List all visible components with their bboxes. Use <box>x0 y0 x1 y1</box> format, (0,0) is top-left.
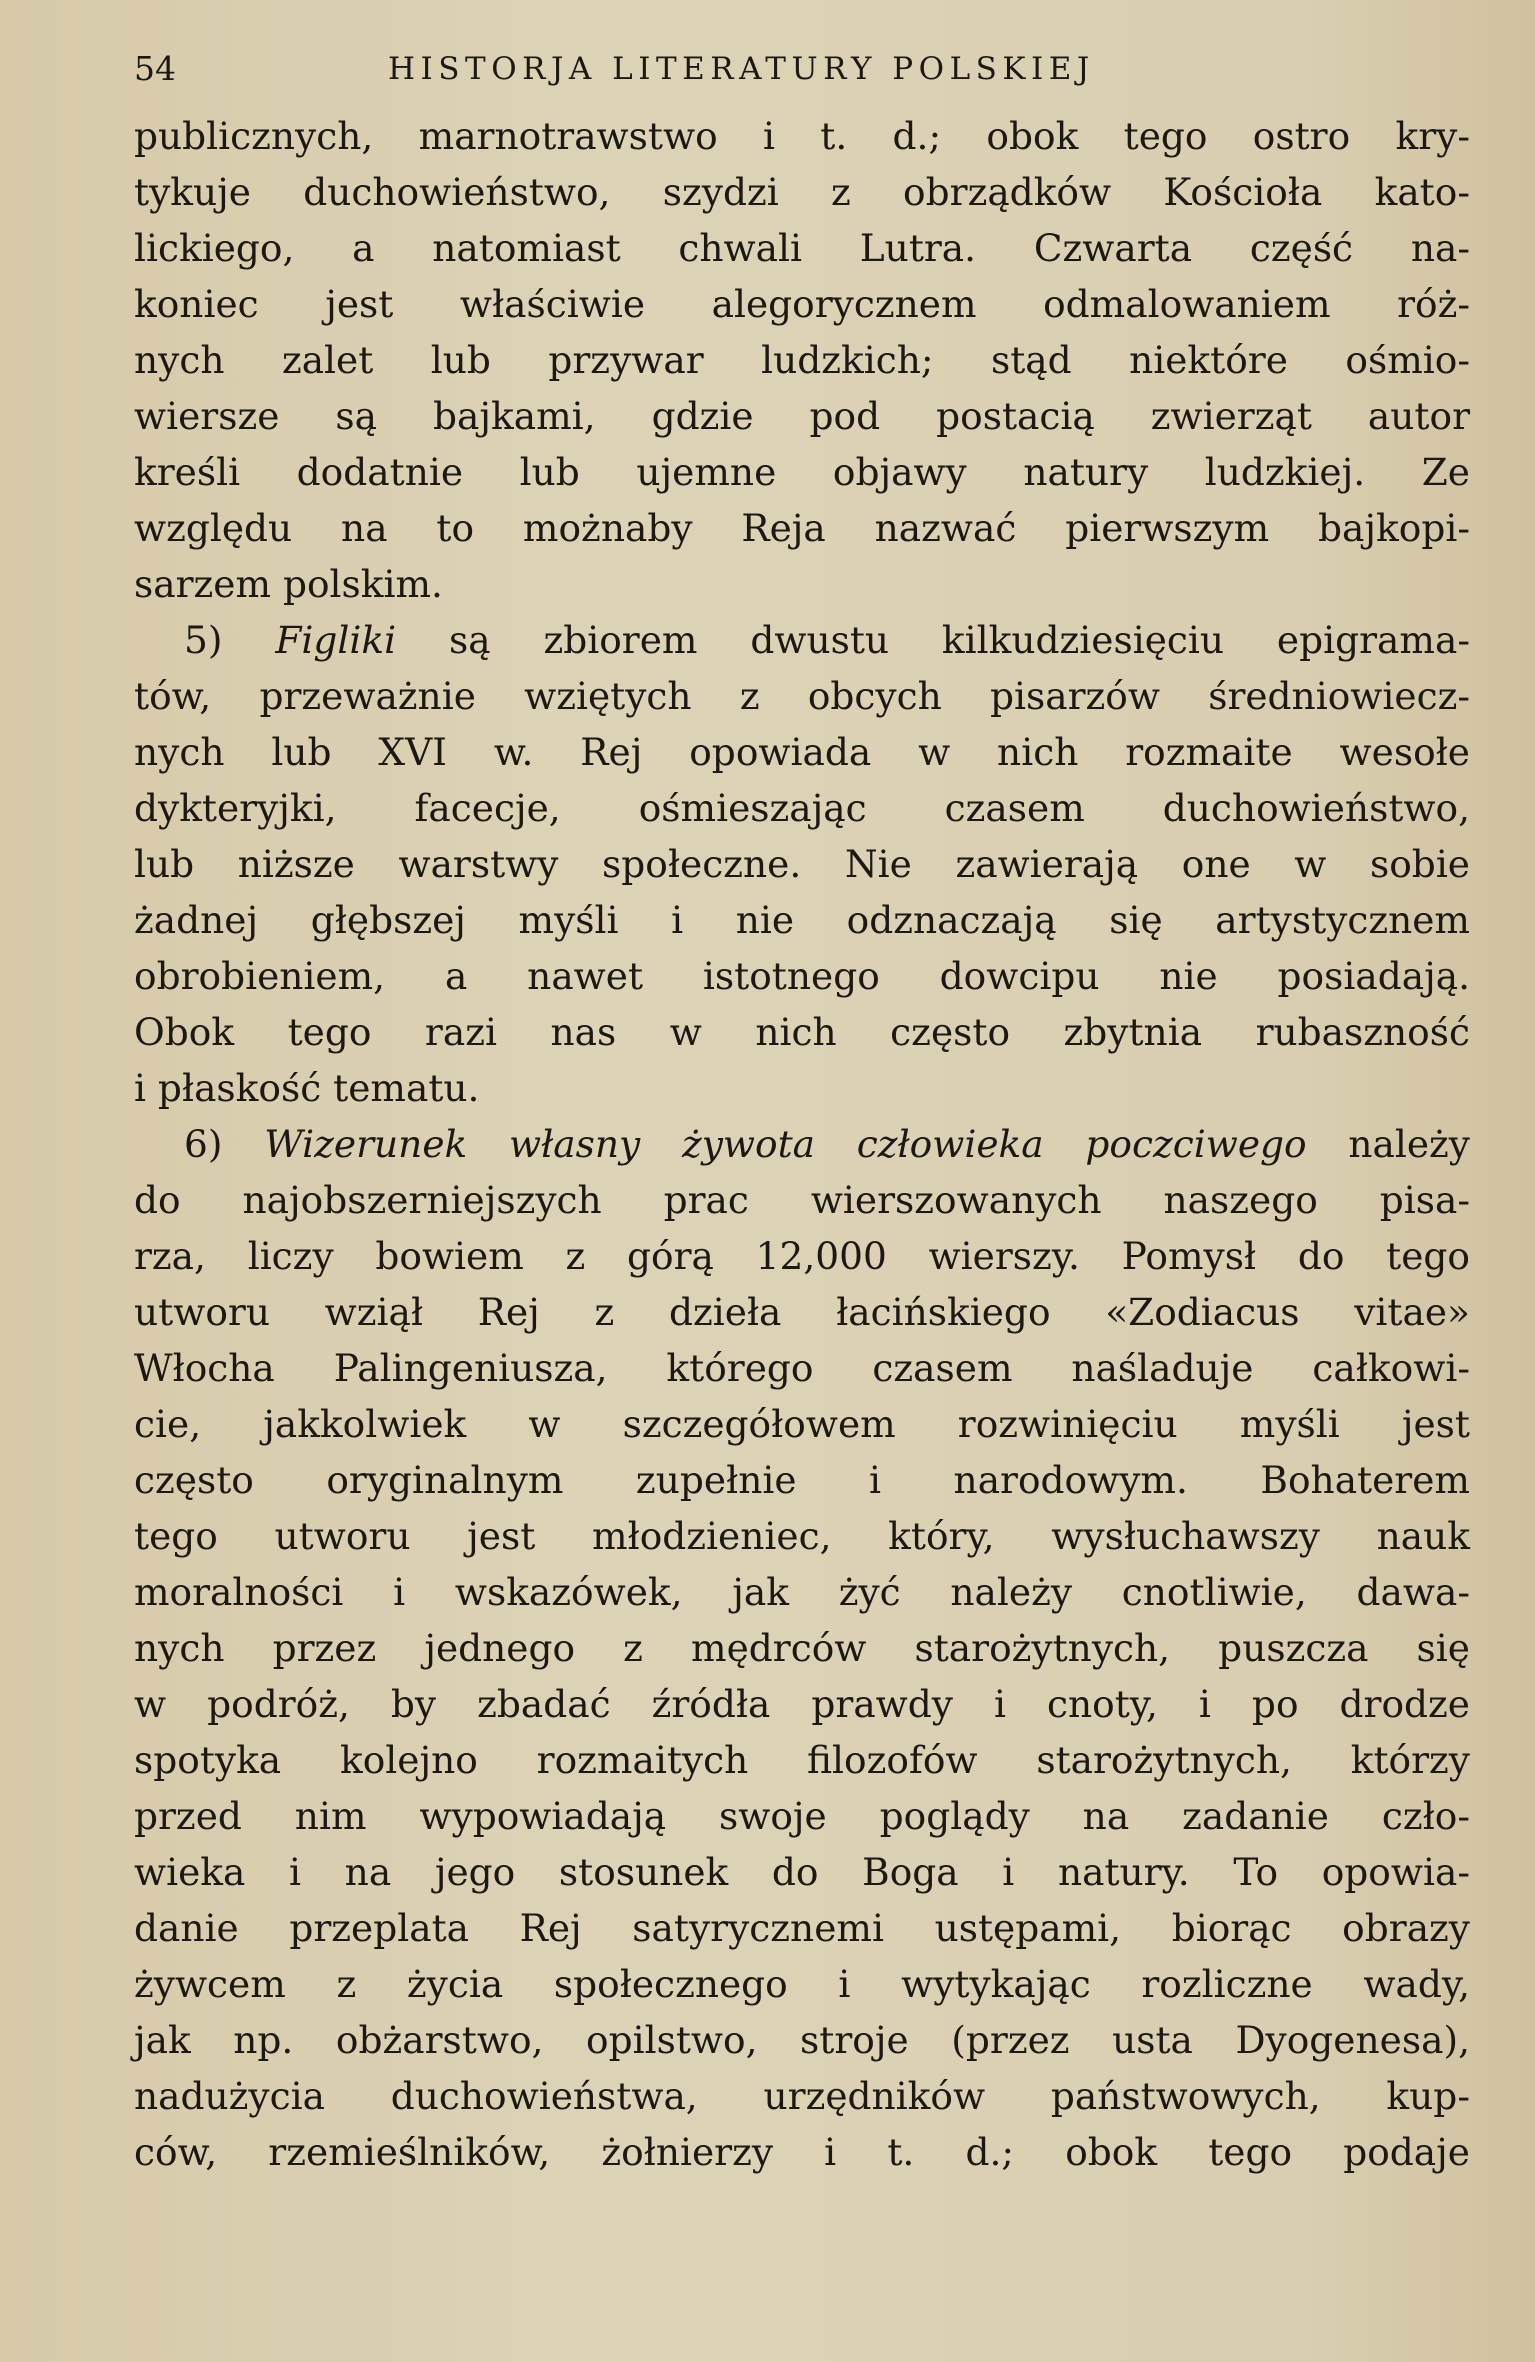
text-line <box>134 1116 1470 1172</box>
text-line <box>134 1004 1470 1060</box>
line-text: należy <box>1306 1122 1470 1166</box>
text-line <box>134 108 1470 164</box>
line-text: są zbiorem dwustu kilkudziesięciu epigrama- <box>396 618 1470 662</box>
line-text: Włocha Palingeniusza, którego czasem naśladuje całkowi- <box>134 1346 1470 1390</box>
line-text: spotyka kolejno rozmaitych filozofów starożytnych, którzy <box>134 1738 1470 1782</box>
line-text: wiersze są bajkami, gdzie pod postacią zwierząt autor <box>134 394 1470 438</box>
text-line <box>134 1172 1470 1228</box>
text-line <box>134 1452 1470 1508</box>
text-line <box>134 1396 1470 1452</box>
line-text: lub niższe warstwy społeczne. Nie zawierają one w sobie <box>134 842 1470 886</box>
running-title: HISTORJA LITERATURY POLSKIEJ <box>388 51 1095 87</box>
work-title: Wizerunek własny żywota człowieka poczciwego <box>264 1122 1307 1166</box>
text-line <box>134 556 1470 612</box>
text-line <box>134 2068 1470 2124</box>
page-number: 54 <box>134 49 176 88</box>
text-line <box>134 1732 1470 1788</box>
line-text: często oryginalnym zupełnie i narodowym. Bohaterem <box>134 1458 1470 1502</box>
text-line <box>134 500 1470 556</box>
page-header <box>134 44 1474 94</box>
text-line <box>134 1060 1470 1116</box>
text-line <box>134 836 1470 892</box>
line-text: wieka i na jego stosunek do Boga i natury. To opowia- <box>134 1850 1470 1894</box>
text-line <box>134 612 1470 668</box>
line-text: rza, liczy bowiem z górą 12,000 wierszy. Pomysł do tego <box>134 1234 1470 1278</box>
line-text: Obok tego razi nas w nich często zbytnia rubaszność <box>134 1010 1470 1054</box>
line-text: żadnej głębszej myśli i nie odznaczają się artystycznem <box>134 898 1470 942</box>
line-text: tów, przeważnie wziętych z obcych pisarzów średniowiecz- <box>134 674 1470 718</box>
text-line <box>134 2124 1470 2180</box>
line-text: lickiego, a natomiast chwali Lutra. Czwarta część na- <box>134 226 1470 270</box>
text-line <box>134 1956 1470 2012</box>
line-text: moralności i wskazówek, jak żyć należy cnotliwie, dawa- <box>134 1570 1470 1614</box>
text-line <box>134 276 1470 332</box>
line-text: i płaskość tematu. <box>134 1066 480 1110</box>
line-text: nych lub XVI w. Rej opowiada w nich rozmaite wesołe <box>134 730 1470 774</box>
line-text: do najobszerniejszych prac wierszowanych naszego pisa- <box>134 1178 1470 1222</box>
text-line <box>134 1620 1470 1676</box>
text-line <box>134 1340 1470 1396</box>
text-line <box>134 164 1470 220</box>
text-line <box>134 444 1470 500</box>
text-line <box>134 1228 1470 1284</box>
text-line <box>134 1508 1470 1564</box>
text-line <box>134 1788 1470 1844</box>
work-title: Figliki <box>275 618 397 662</box>
line-text: nych zalet lub przywar ludzkich; stąd niektóre ośmio- <box>134 338 1470 382</box>
line-text: tykuje duchowieństwo, szydzi z obrządków Kościoła kato- <box>134 170 1470 214</box>
list-number: 5) <box>184 618 276 662</box>
line-text: w podróż, by zbadać źródła prawdy i cnoty, i po drodze <box>134 1682 1470 1726</box>
text-line <box>134 948 1470 1004</box>
line-text: tego utworu jest młodzieniec, który, wysłuchawszy nauk <box>134 1514 1470 1558</box>
line-text: kreśli dodatnie lub ujemne objawy natury ludzkiej. Ze <box>134 450 1470 494</box>
line-text: przed nim wypowiadają swoje poglądy na zadanie czło- <box>134 1794 1470 1838</box>
text-line <box>134 2012 1470 2068</box>
line-text: ców, rzemieślników, żołnierzy i t. d.; obok tego podaje <box>134 2130 1470 2174</box>
line-text: jak np. obżarstwo, opilstwo, stroje (przez usta Dyogenesa), <box>134 2018 1470 2062</box>
line-text: publicznych, marnotrawstwo i t. d.; obok tego ostro kry- <box>134 114 1470 158</box>
text-line <box>134 1676 1470 1732</box>
text-line <box>134 388 1470 444</box>
text-line <box>134 1844 1470 1900</box>
line-text: cie, jakkolwiek w szczegółowem rozwinięciu myśli jest <box>134 1402 1470 1446</box>
line-text: utworu wziął Rej z dzieła łacińskiego «Zodiacus vitae» <box>134 1290 1470 1334</box>
body-text <box>134 108 1470 2180</box>
line-text: nych przez jednego z mędrców starożytnych, puszcza się <box>134 1626 1470 1670</box>
line-text: obrobieniem, a nawet istotnego dowcipu nie posiadają. <box>134 954 1470 998</box>
text-line <box>134 780 1470 836</box>
text-line <box>134 220 1470 276</box>
line-text: dykteryjki, facecje, ośmieszając czasem duchowieństwo, <box>134 786 1470 830</box>
text-line <box>134 1564 1470 1620</box>
line-text: względu na to możnaby Reja nazwać pierwszym bajkopi- <box>134 506 1470 550</box>
line-text: sarzem polskim. <box>134 562 443 606</box>
text-line <box>134 1284 1470 1340</box>
text-line <box>134 724 1470 780</box>
text-line <box>134 892 1470 948</box>
text-line <box>134 1900 1470 1956</box>
line-text: żywcem z życia społecznego i wytykając rozliczne wady, <box>134 1962 1470 2006</box>
line-text: koniec jest właściwie alegorycznem odmalowaniem róż- <box>134 282 1470 326</box>
text-line <box>134 668 1470 724</box>
list-number: 6) <box>184 1122 265 1166</box>
line-text: danie przeplata Rej satyrycznemi ustępami, biorąc obrazy <box>134 1906 1470 1950</box>
text-line <box>134 332 1470 388</box>
line-text: nadużycia duchowieństwa, urzędników państwowych, kup- <box>134 2074 1470 2118</box>
